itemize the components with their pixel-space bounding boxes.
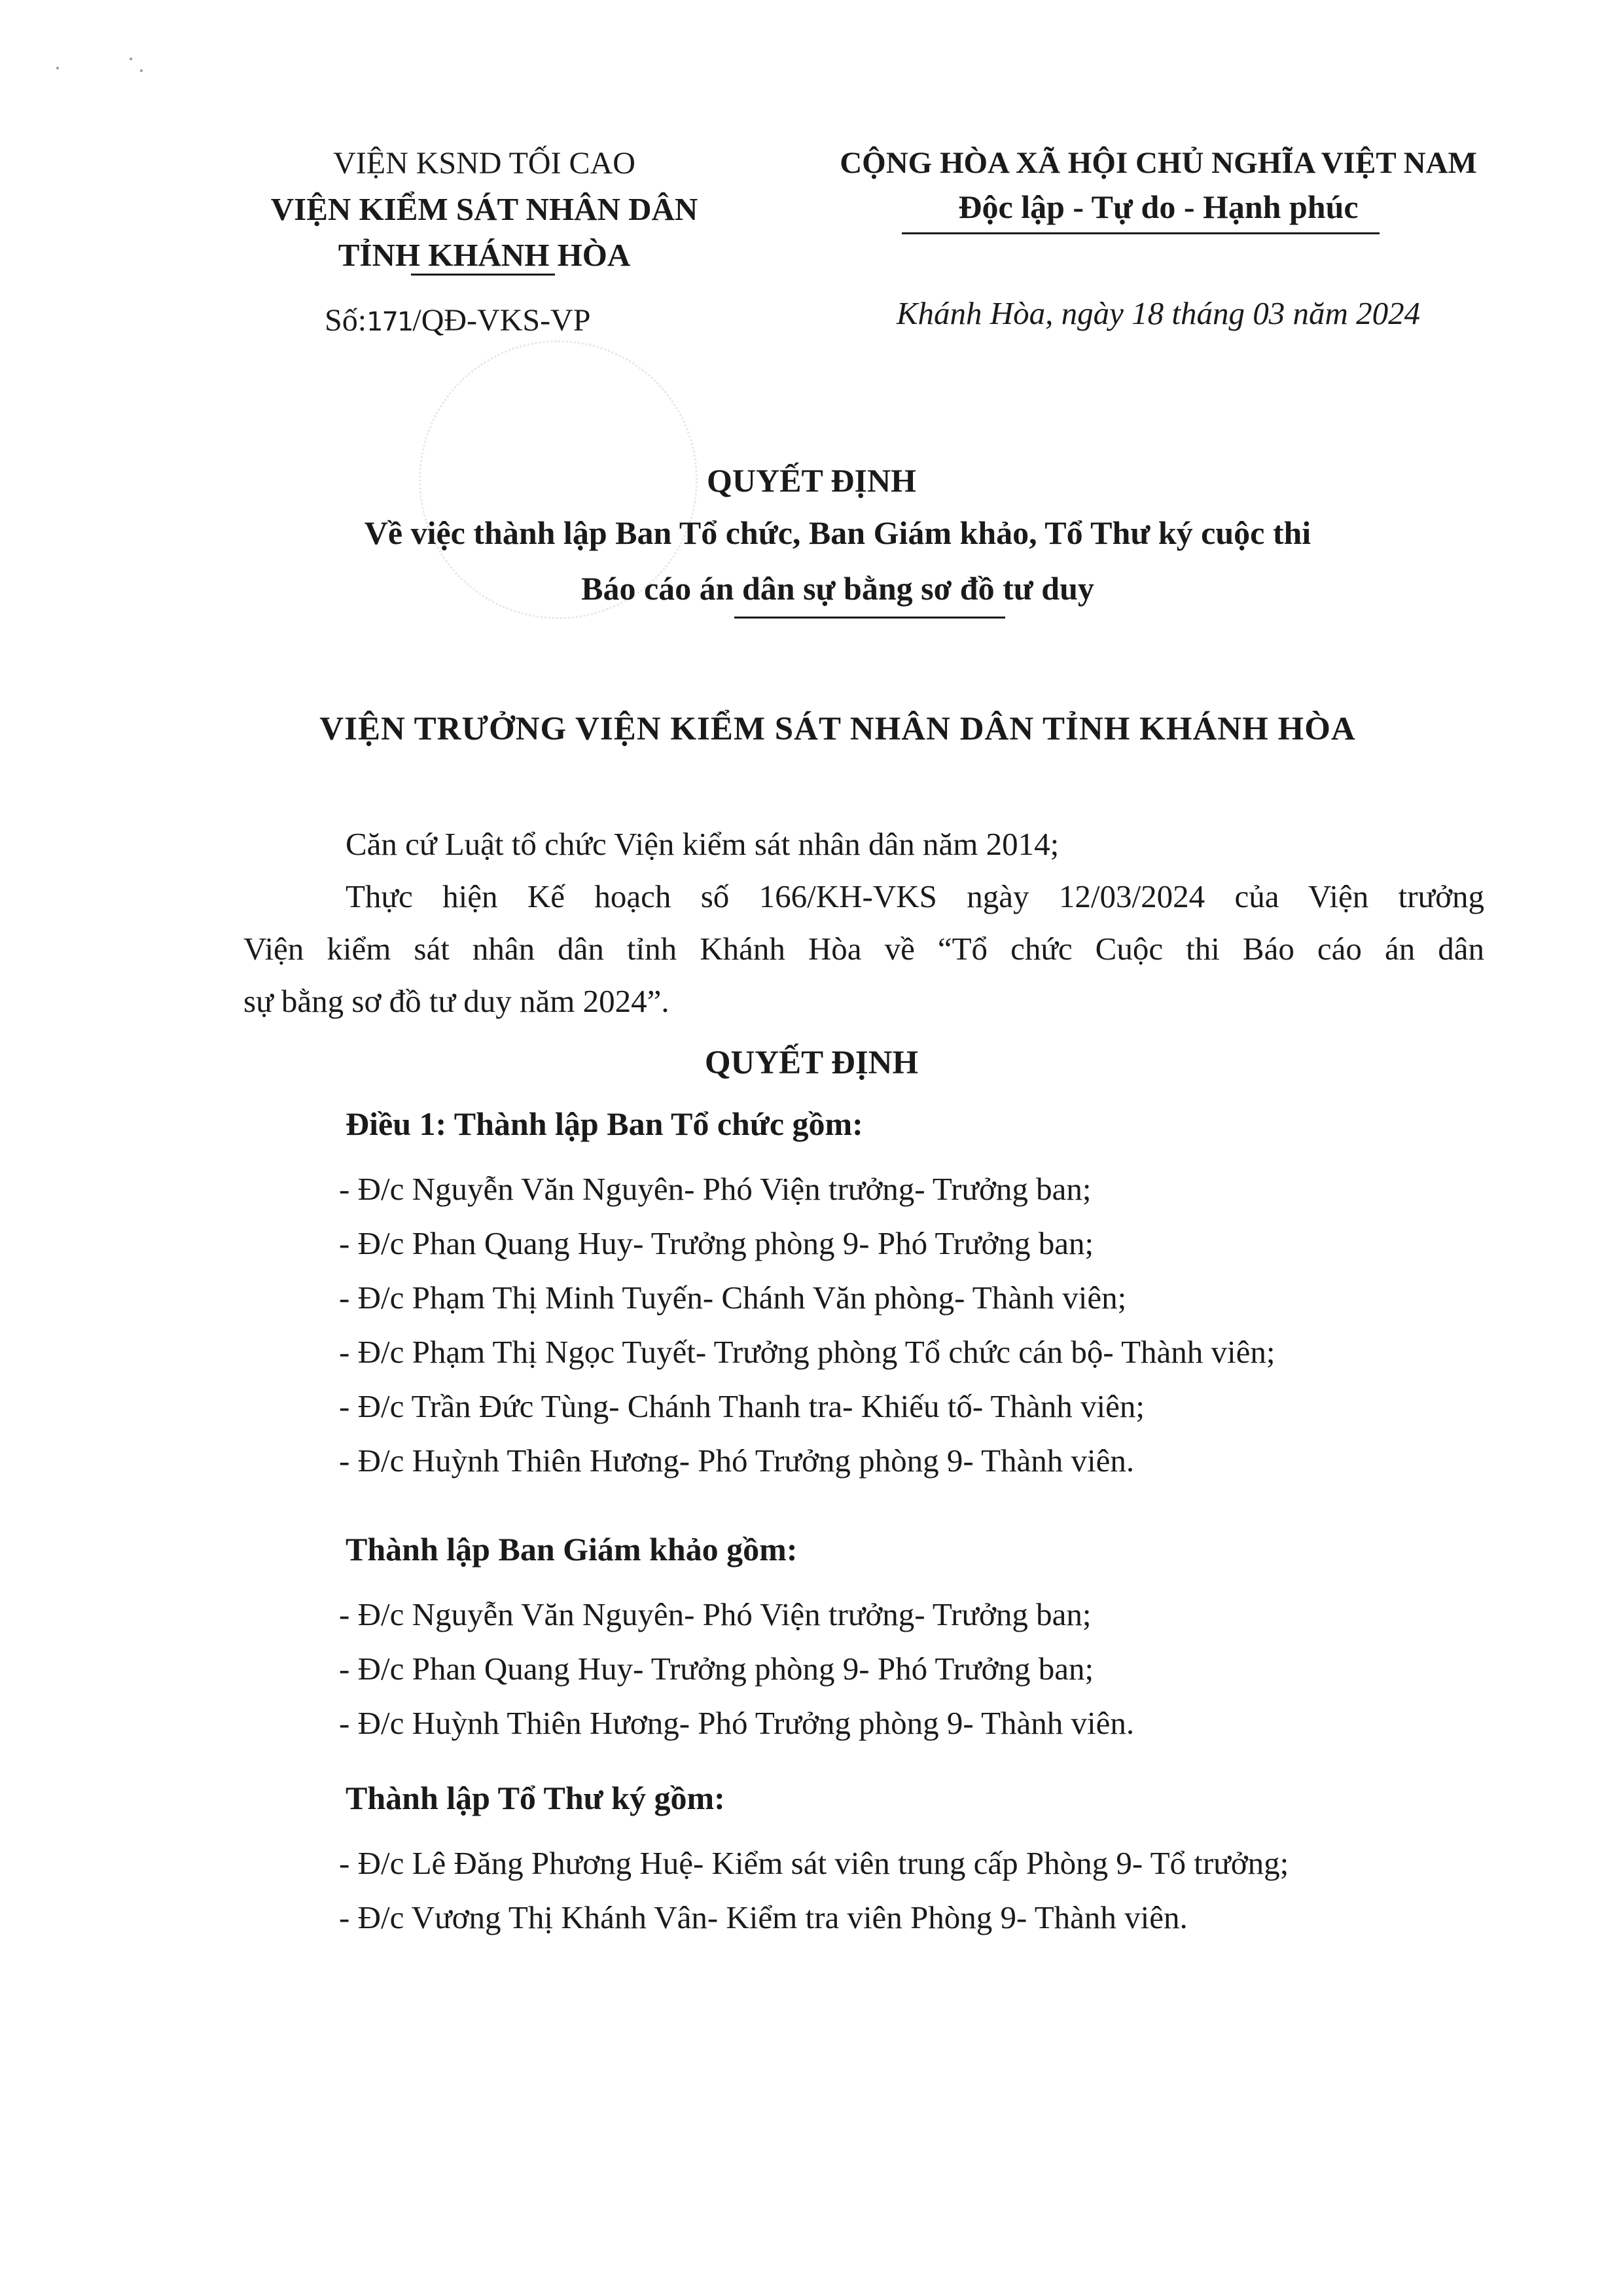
document-number-suffix: /QĐ-VKS-VP [412, 303, 591, 338]
article1-heading: Điều 1: Thành lập Ban Tổ chức gồm: [346, 1105, 863, 1142]
document-title: QUYẾT ĐỊNH [707, 462, 916, 499]
legal-basis-2-end: sự bằng sơ đồ tư duy năm 2024”. [243, 983, 669, 1019]
subtitle-underline [734, 617, 1005, 619]
judges-list [339, 1587, 1134, 1750]
document-subtitle-line1: Về việc thành lập Ban Tổ chức, Ban Giám khảo, Tổ Thư ký cuộc thi [364, 514, 1311, 551]
motto-underline [902, 232, 1380, 234]
agency-parent: VIỆN KSND TỐI CAO [333, 146, 635, 181]
scan-speck [130, 58, 132, 60]
agency-underline [411, 274, 555, 276]
agency-province: TỈNH KHÁNH HÒA [338, 237, 631, 273]
scan-speck [140, 69, 143, 72]
legal-basis-2-continued: Viện kiểm sát nhân dân tỉnh Khánh Hòa về “Tổ chức Cuộc thi Báo cáo án dân [243, 931, 1484, 967]
list-item: - Đ/c Phạm Thị Ngọc Tuyết- Trưởng phòng Tổ chức cán bộ- Thành viên; [339, 1334, 1275, 1370]
decision-heading: QUYẾT ĐỊNH [704, 1045, 919, 1081]
secretariat-heading: Thành lập Tổ Thư ký gồm: [346, 1780, 725, 1816]
list-item: - Đ/c Huỳnh Thiên Hương- Phó Trưởng phòng 9- Thành viên. [339, 1705, 1135, 1741]
document-subtitle-line2: Báo cáo án dân sự bằng sơ đồ tư duy [581, 570, 1094, 607]
legal-basis-2: Thực hiện Kế hoạch số 166/KH-VKS ngày 12/03/2024 của Viện trưởng [346, 878, 1484, 914]
judges-heading: Thành lập Ban Giám khảo gồm: [346, 1531, 798, 1568]
list-item: - Đ/c Phan Quang Huy- Trưởng phòng 9- Phó Trưởng ban; [339, 1651, 1094, 1687]
list-item: - Đ/c Nguyễn Văn Nguyên- Phó Viện trưởng- Trưởng ban; [339, 1171, 1092, 1207]
scan-speck [56, 67, 59, 69]
secretariat-list [339, 1836, 1289, 1945]
list-item: - Đ/c Nguyễn Văn Nguyên- Phó Viện trưởng- Trưởng ban; [339, 1596, 1092, 1632]
list-item: - Đ/c Huỳnh Thiên Hương- Phó Trưởng phòng 9- Thành viên. [339, 1443, 1135, 1479]
issuer-title: VIỆN TRƯỞNG VIỆN KIỂM SÁT NHÂN DÂN TỈNH KHÁNH HÒA [319, 711, 1356, 747]
list-item: - Đ/c Vương Thị Khánh Vân- Kiểm tra viên Phòng 9- Thành viên. [339, 1899, 1188, 1935]
organizing-committee-list [339, 1162, 1275, 1488]
agency-name: VIỆN KIỂM SÁT NHÂN DÂN [270, 191, 698, 227]
document-number-handwritten: 171 [366, 307, 413, 337]
list-item: - Đ/c Lê Đăng Phương Huệ- Kiểm sát viên trung cấp Phòng 9- Tổ trưởng; [339, 1845, 1289, 1881]
nation-title: CỘNG HÒA XÃ HỘI CHỦ NGHĨA VIỆT NAM [840, 146, 1477, 180]
list-item: - Đ/c Phạm Thị Minh Tuyến- Chánh Văn phòng- Thành viên; [339, 1280, 1127, 1316]
list-item: - Đ/c Trần Đức Tùng- Chánh Thanh tra- Khiếu tố- Thành viên; [339, 1388, 1145, 1424]
document-number-prefix: Số: [325, 303, 367, 338]
list-item: - Đ/c Phan Quang Huy- Trưởng phòng 9- Phó Trưởng ban; [339, 1225, 1094, 1261]
document-number [325, 302, 590, 338]
place-date: Khánh Hòa, ngày 18 tháng 03 năm 2024 [896, 295, 1421, 331]
legal-basis-1: Căn cứ Luật tổ chức Viện kiểm sát nhân dân năm 2014; [346, 826, 1060, 862]
national-motto: Độc lập - Tự do - Hạnh phúc [958, 188, 1359, 225]
